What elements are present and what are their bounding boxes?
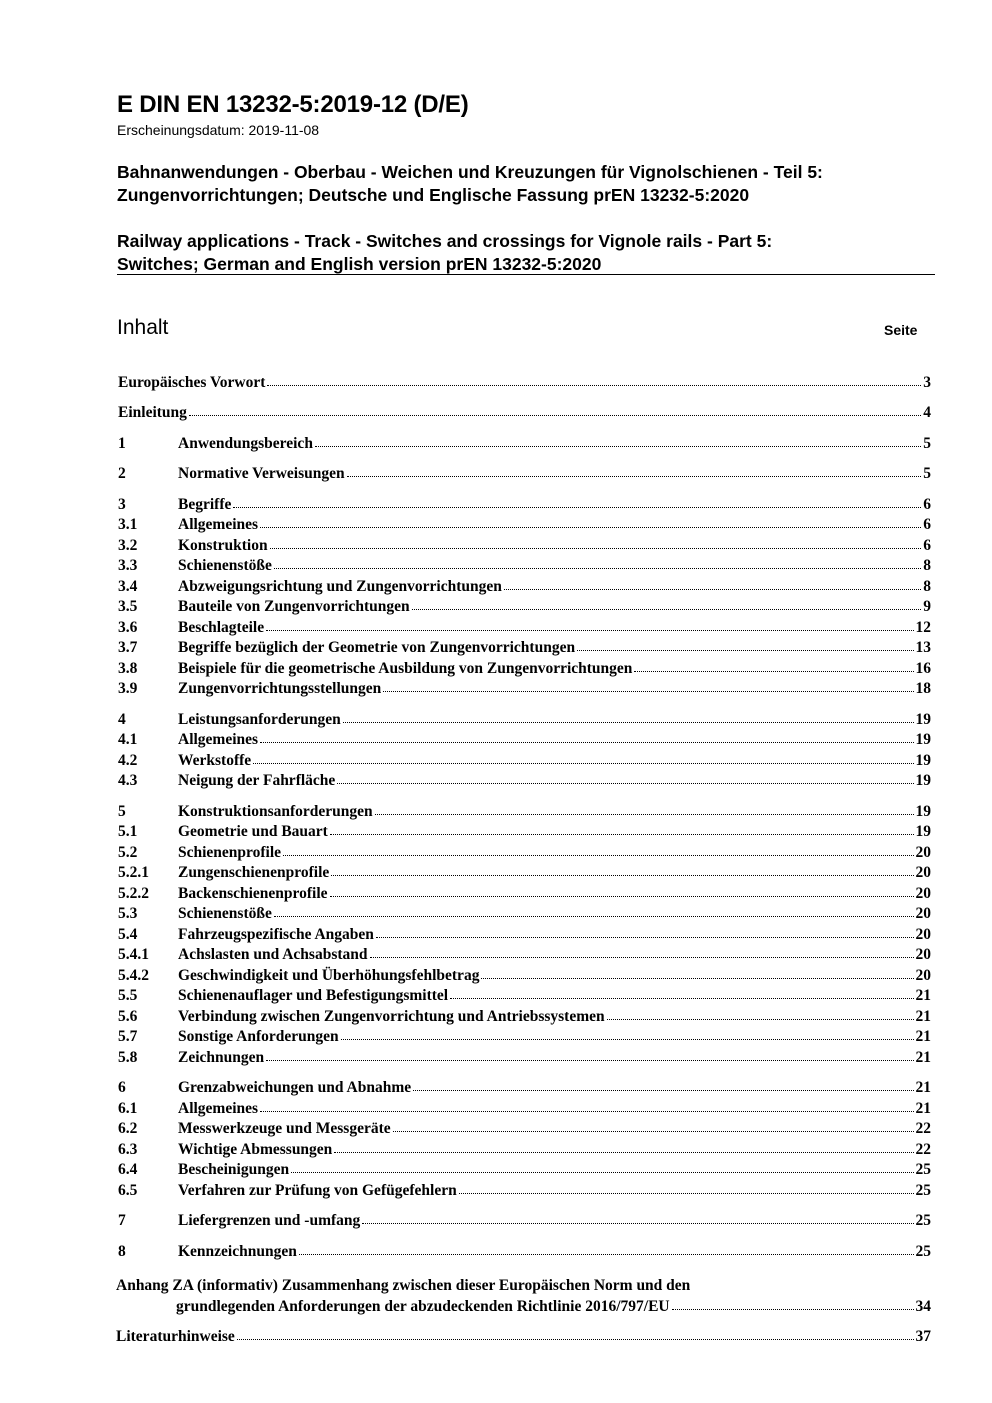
toc-entry[interactable] <box>118 1078 931 1098</box>
toc-entry[interactable] <box>118 771 931 791</box>
toc-entry-label: Bauteile von Zungenvorrichtungen <box>178 598 410 615</box>
toc-entry-page: 20 <box>915 864 931 881</box>
toc-entry-label: Beschlagteile <box>178 619 265 636</box>
toc-entry-label: Geschwindigkeit und Überhöhungsfehlbetrag <box>178 967 480 984</box>
toc-entry[interactable] <box>118 515 931 535</box>
toc-entry-page: 5 <box>923 435 931 452</box>
toc-entry-label: Geometrie und Bauart <box>178 823 328 840</box>
toc-entry-label: Schienenstöße <box>178 905 272 922</box>
toc-leader-dots <box>330 895 914 897</box>
toc-entry-label: Abzweigungsrichtung und Zungenvorrichtungen <box>178 578 502 595</box>
toc-entry[interactable] <box>118 1007 931 1027</box>
toc-leader-dots <box>672 1308 914 1310</box>
title-english-line-2: Switches; German and English version prEN 13232-5:2020 <box>117 254 602 274</box>
toc-entry-label: Zungenvorrichtungsstellungen <box>178 680 382 697</box>
toc-entry-number: 4.3 <box>118 772 138 789</box>
toc-entry-label: Messwerkzeuge und Messgeräte <box>178 1120 391 1137</box>
toc-entry-label: Normative Verweisungen <box>178 465 345 482</box>
toc-entry-page: 16 <box>915 660 931 677</box>
toc-entry-label: Zeichnungen <box>178 1049 265 1066</box>
toc-entry-page: 22 <box>915 1120 931 1137</box>
toc-entry-label: Schienenauflager und Befestigungsmittel <box>178 987 449 1004</box>
document-id: E DIN EN 13232-5:2019-12 (D/E) <box>117 91 469 118</box>
toc-entry-page: 21 <box>915 1028 931 1045</box>
toc-entry-label: Einleitung <box>118 404 187 421</box>
toc-entry[interactable] <box>118 597 931 617</box>
toc-entry[interactable] <box>118 1160 931 1180</box>
toc-entry-label: Anwendungsbereich <box>178 435 313 452</box>
toc-entry-label: Verfahren zur Prüfung von Gefügefehlern <box>178 1182 457 1199</box>
toc-entry-label: Achslasten und Achsabstand <box>178 946 368 963</box>
toc-entry[interactable] <box>118 1140 931 1160</box>
toc-entry-label: Bescheinigungen <box>178 1161 290 1178</box>
toc-entry-page: 19 <box>915 711 931 728</box>
header-divider <box>117 274 935 275</box>
toc-leader-dots <box>315 445 921 447</box>
toc-leader-dots <box>266 629 913 631</box>
toc-leader-dots <box>330 833 914 835</box>
toc-leader-dots <box>634 670 913 672</box>
toc-entry-number: 5.6 <box>118 1008 138 1025</box>
toc-entry-page: 6 <box>923 537 931 554</box>
toc-entry-number: 7 <box>118 1212 126 1229</box>
toc-leader-dots <box>189 414 921 416</box>
toc-entry-number: 3.5 <box>118 598 138 615</box>
toc-entry-page: 20 <box>915 844 931 861</box>
title-german <box>117 161 937 207</box>
toc-entry[interactable] <box>118 966 931 986</box>
toc-entry-page: 3 <box>923 374 931 391</box>
toc-entry-page: 25 <box>915 1212 931 1229</box>
toc-leader-dots <box>283 854 913 856</box>
toc-entry-number: 3.1 <box>118 516 138 533</box>
toc-entry-label: Backenschienenprofile <box>178 885 328 902</box>
toc-entry-page: 8 <box>923 578 931 595</box>
toc-leader-dots <box>459 1192 914 1194</box>
toc-leader-dots <box>260 526 921 528</box>
toc-entry-label: Konstruktion <box>178 537 268 554</box>
toc-entry-page: 19 <box>915 803 931 820</box>
toc-leader-dots <box>233 506 921 508</box>
toc-entry-label: Schienenstöße <box>178 557 272 574</box>
toc-entry[interactable] <box>118 1211 931 1231</box>
toc-leader-dots <box>260 1110 913 1112</box>
toc-entry[interactable] <box>118 822 931 842</box>
toc-leader-dots <box>577 649 913 651</box>
toc-entry-label: Sonstige Anforderungen <box>178 1028 339 1045</box>
toc-entry-page: 19 <box>915 772 931 789</box>
title-english <box>117 230 937 276</box>
toc-leader-dots <box>504 588 921 590</box>
toc-entry[interactable] <box>118 1119 931 1139</box>
toc-entry-label: Zungenschienenprofile <box>178 864 330 881</box>
toc-entry[interactable] <box>118 884 931 904</box>
toc-entry-page: 8 <box>923 557 931 574</box>
toc-leader-dots <box>274 915 914 917</box>
toc-entry-number: 3.2 <box>118 537 138 554</box>
toc-leader-dots <box>331 874 913 876</box>
toc-entry-number: 5.2.1 <box>118 864 149 881</box>
toc-entry-page: 21 <box>915 1079 931 1096</box>
toc-entry-page: 25 <box>915 1243 931 1260</box>
toc-entry[interactable] <box>118 373 931 393</box>
toc-entry-number: 5.5 <box>118 987 138 1004</box>
toc-entry-label: Grenzabweichungen und Abnahme <box>178 1079 412 1096</box>
toc-entry-label: Schienenprofile <box>178 844 282 861</box>
toc-entry[interactable] <box>118 730 931 750</box>
toc-bibliography-page: 37 <box>915 1328 931 1345</box>
toc-leader-dots <box>450 997 913 999</box>
toc-entry-label: Verbindung zwischen Zungenvorrichtung und Antriebssystemen <box>178 1008 605 1025</box>
toc-entry-label: Wichtige Abmessungen <box>178 1141 333 1158</box>
toc-entry[interactable] <box>118 679 931 699</box>
toc-leader-dots <box>260 741 913 743</box>
toc-entry-page: 20 <box>915 926 931 943</box>
toc-entry-page: 19 <box>915 731 931 748</box>
toc-entry-number: 5.4.1 <box>118 946 149 963</box>
toc-leader-dots <box>412 608 922 610</box>
toc-entry-page: 5 <box>923 465 931 482</box>
toc-entry-number: 5.3 <box>118 905 138 922</box>
toc-leader-dots <box>393 1130 914 1132</box>
toc-leader-dots <box>267 384 921 386</box>
toc-entry[interactable] <box>118 434 931 454</box>
toc-leader-dots <box>341 1038 914 1040</box>
toc-entry-number: 3 <box>118 496 126 513</box>
toc-leader-dots <box>337 782 913 784</box>
toc-entry[interactable] <box>118 1099 931 1119</box>
toc-entry[interactable] <box>118 618 931 638</box>
toc-entry-number: 4.1 <box>118 731 138 748</box>
toc-entry-number: 3.6 <box>118 619 138 636</box>
toc-entry-label: Werkstoffe <box>178 752 252 769</box>
toc-entry-number: 3.9 <box>118 680 138 697</box>
toc-entry[interactable] <box>118 464 931 484</box>
toc-entry[interactable] <box>118 403 931 423</box>
toc-entry-label: Leistungsanforderungen <box>178 711 341 728</box>
toc-entry-page: 19 <box>915 752 931 769</box>
toc-entry-number: 6.2 <box>118 1120 138 1137</box>
toc-entry-page: 12 <box>915 619 931 636</box>
toc-entry-number: 3.7 <box>118 639 138 656</box>
toc-entry-number: 5.2 <box>118 844 138 861</box>
toc-entry-number: 3.3 <box>118 557 138 574</box>
toc-leader-dots <box>299 1253 914 1255</box>
toc-entry-label: Allgemeines <box>178 516 259 533</box>
toc-leader-dots <box>347 475 922 477</box>
toc-entry-label: Liefergrenzen und -umfang <box>178 1212 361 1229</box>
toc-entry[interactable] <box>118 577 931 597</box>
toc-entry[interactable] <box>118 536 931 556</box>
toc-entry-number: 5.4.2 <box>118 967 149 984</box>
toc-annex-label: grundlegenden Anforderungen der abzudeckenden Richtlinie 2016/797/EU <box>176 1298 670 1315</box>
toc-entry-page: 21 <box>915 987 931 1004</box>
toc-entry-label: Beispiele für die geometrische Ausbildung von Zungenvorrichtungen <box>178 660 633 677</box>
toc-leader-dots <box>376 936 914 938</box>
toc-entry-number: 5.4 <box>118 926 138 943</box>
toc-entry-number: 4.2 <box>118 752 138 769</box>
toc-entry-label: Fahrzeugspezifische Angaben <box>178 926 374 943</box>
toc-entry[interactable] <box>118 986 931 1006</box>
toc-entry[interactable] <box>118 1027 931 1047</box>
toc-entry-label: Kennzeichnungen <box>178 1243 297 1260</box>
toc-entry-number: 3.4 <box>118 578 138 595</box>
toc-entry[interactable] <box>118 843 931 863</box>
toc-leader-dots <box>343 721 914 723</box>
toc-bibliography[interactable] <box>116 1327 931 1347</box>
toc-leader-dots <box>274 567 921 569</box>
toc-entry-number: 6.1 <box>118 1100 138 1117</box>
toc-entry-page: 20 <box>915 905 931 922</box>
toc-leader-dots <box>375 813 914 815</box>
toc-annex-line-1[interactable]: Anhang ZA (informativ) Zusammenhang zwischen dieser Europäischen Norm und den <box>116 1277 691 1294</box>
toc-entry-page: 22 <box>915 1141 931 1158</box>
toc-leader-dots <box>291 1171 913 1173</box>
toc-leader-dots <box>362 1222 913 1224</box>
publication-date: Erscheinungsdatum: 2019-11-08 <box>117 122 320 138</box>
toc-entry[interactable] <box>118 1048 931 1068</box>
toc-entry-page: 25 <box>915 1182 931 1199</box>
toc-entry-page: 4 <box>923 404 931 421</box>
title-german-line-1: Bahnanwendungen - Oberbau - Weichen und Kreuzungen für Vignolschienen - Teil 5: <box>117 162 823 182</box>
toc-entry-label: Neigung der Fahrfläche <box>178 772 336 789</box>
toc-entry-number: 8 <box>118 1243 126 1260</box>
toc-entry-number: 5.8 <box>118 1049 138 1066</box>
toc-entry-number: 6 <box>118 1079 126 1096</box>
toc-entry-page: 20 <box>915 885 931 902</box>
toc-entry-number: 5.1 <box>118 823 138 840</box>
toc-entry-label: Begriffe bezüglich der Geometrie von Zungenvorrichtungen <box>178 639 576 656</box>
toc-leader-dots <box>370 956 914 958</box>
toc-entry-page: 9 <box>923 598 931 615</box>
toc-entry-page: 18 <box>915 680 931 697</box>
toc-entry-page: 21 <box>915 1100 931 1117</box>
toc-entry-number: 5 <box>118 803 126 820</box>
toc-entry[interactable] <box>118 710 931 730</box>
toc-entry-label: Begriffe <box>178 496 232 513</box>
toc-bibliography-label: Literaturhinweise <box>116 1328 235 1345</box>
toc-heading: Inhalt <box>117 316 169 339</box>
toc-entry[interactable] <box>118 495 931 515</box>
toc-leader-dots <box>270 547 922 549</box>
toc-entry-label: Europäisches Vorwort <box>118 374 266 391</box>
toc-entry-number: 1 <box>118 435 126 452</box>
toc-entry-number: 3.8 <box>118 660 138 677</box>
toc-leader-dots <box>481 977 913 979</box>
toc-entry-number: 6.3 <box>118 1141 138 1158</box>
toc-entry[interactable] <box>118 802 931 822</box>
toc-entry-label: Konstruktionsanforderungen <box>178 803 373 820</box>
toc-entry[interactable] <box>118 638 931 658</box>
toc-entry-number: 6.4 <box>118 1161 138 1178</box>
toc-entry-label: Allgemeines <box>178 731 259 748</box>
toc-entry-page: 25 <box>915 1161 931 1178</box>
toc-entry-page: 6 <box>923 496 931 513</box>
toc-entry[interactable] <box>118 925 931 945</box>
toc-entry-number: 5.7 <box>118 1028 138 1045</box>
toc-leader-dots <box>334 1151 913 1153</box>
toc-page-heading: Seite <box>884 322 918 338</box>
toc-entry[interactable] <box>118 945 931 965</box>
toc-leader-dots <box>253 762 913 764</box>
toc-entry-number: 4 <box>118 711 126 728</box>
toc-entry-page: 20 <box>915 946 931 963</box>
toc-entry-page: 20 <box>915 967 931 984</box>
toc-leader-dots <box>383 690 913 692</box>
title-english-line-1: Railway applications - Track - Switches and crossings for Vignole rails - Part 5: <box>117 231 773 251</box>
toc-entry-number: 5.2.2 <box>118 885 149 902</box>
toc-entry[interactable] <box>118 1242 931 1262</box>
toc-leader-dots <box>413 1089 913 1091</box>
toc-annex-line-2[interactable] <box>118 1297 931 1317</box>
toc-entry[interactable] <box>118 1181 931 1201</box>
toc-entry[interactable] <box>118 556 931 576</box>
toc-entry[interactable] <box>118 863 931 883</box>
toc-leader-dots <box>607 1018 914 1020</box>
toc-entry-page: 21 <box>915 1008 931 1025</box>
toc-entry[interactable] <box>118 751 931 771</box>
toc-entry-page: 21 <box>915 1049 931 1066</box>
toc-entry-page: 13 <box>915 639 931 656</box>
toc-entry-label: Allgemeines <box>178 1100 259 1117</box>
toc-entry-number: 6.5 <box>118 1182 138 1199</box>
title-german-line-2: Zungenvorrichtungen; Deutsche und Englische Fassung prEN 13232-5:2020 <box>117 185 750 205</box>
toc-entry[interactable] <box>118 904 931 924</box>
toc-entry-page: 6 <box>923 516 931 533</box>
toc-annex-page: 34 <box>915 1298 931 1315</box>
toc-leader-dots <box>237 1338 914 1340</box>
toc-entry[interactable] <box>118 659 931 679</box>
toc-leader-dots <box>266 1059 913 1061</box>
toc-entry-number: 2 <box>118 465 126 482</box>
toc-entry-page: 19 <box>915 823 931 840</box>
